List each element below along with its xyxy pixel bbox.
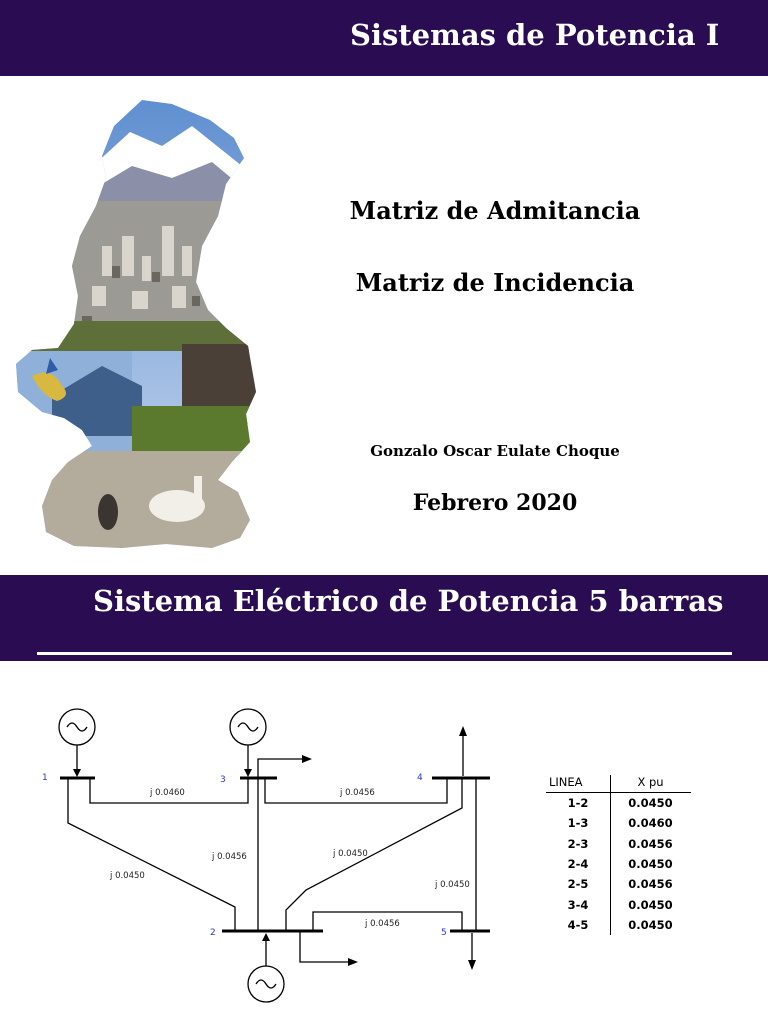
table-column-divider: [610, 775, 611, 935]
line-xpu: 0.0450: [628, 917, 673, 932]
header-linea: LINEA: [549, 775, 583, 789]
load4-arrow: [459, 726, 467, 736]
table-row: [546, 915, 691, 935]
slide2-title: Sistema Eléctrico de Potencia 5 barras: [93, 584, 724, 618]
impedance-1-2: j 0.0450: [110, 871, 145, 881]
impedance-1-3: j 0.0460: [150, 788, 185, 798]
five-bus-diagram: [30, 700, 510, 1010]
line-xpu: 0.0456: [628, 836, 673, 851]
impedance-2-3: j 0.0456: [212, 852, 247, 862]
line-xpu: 0.0450: [628, 897, 673, 912]
table-row: [546, 813, 691, 833]
table-row: [546, 854, 691, 874]
title-underline: [37, 652, 732, 655]
table-header-row: [546, 775, 691, 793]
la-paz-map-illustration: [12, 96, 272, 551]
line-reactance-table: [546, 775, 691, 935]
line-id: 2-3: [567, 836, 589, 851]
table-row: [546, 874, 691, 894]
line-xpu: 0.0456: [628, 877, 673, 892]
table-row: [546, 834, 691, 854]
bus-label-5: 5: [441, 928, 447, 938]
line-xpu: 0.0450: [628, 857, 673, 872]
load5-arrow: [468, 960, 476, 970]
gen1-arrow: [73, 769, 81, 777]
impedance-2-4: j 0.0450: [333, 849, 368, 859]
line-id: 1-3: [567, 816, 589, 831]
presentation-date: Febrero 2020: [412, 490, 578, 516]
gen2-arrow: [262, 933, 270, 941]
bus-label-3: 3: [220, 775, 226, 785]
slide2-title-banner: [0, 575, 768, 661]
line-id: 2-4: [567, 857, 589, 872]
line-id: 2-5: [567, 877, 589, 892]
impedance-4-5: j 0.0450: [435, 880, 470, 890]
header-xpu: X pu: [637, 775, 664, 789]
line-id: 1-2: [567, 796, 589, 811]
impedance-2-5: j 0.0456: [365, 919, 400, 929]
gen3-arrow: [244, 769, 252, 777]
bus-label-1: 1: [42, 773, 48, 783]
title-banner: [0, 0, 768, 76]
table-row: [546, 894, 691, 914]
line-xpu: 0.0460: [628, 816, 673, 831]
line-id: 4-5: [567, 917, 589, 932]
load3-arrow: [302, 755, 312, 763]
subtitle-incidence: Matriz de Incidencia: [355, 268, 635, 297]
course-title: Sistemas de Potencia I: [350, 18, 720, 52]
bus-label-2: 2: [210, 928, 216, 938]
line-xpu: 0.0450: [628, 796, 673, 811]
author-name: Gonzalo Oscar Eulate Choque: [370, 442, 620, 460]
table-row: [546, 793, 691, 813]
impedance-3-4: j 0.0456: [340, 788, 375, 798]
load2-arrow: [348, 958, 358, 966]
bus-label-4: 4: [417, 773, 423, 783]
line-id: 3-4: [567, 897, 589, 912]
subtitle-admittance: Matriz de Admitancia: [349, 196, 641, 225]
